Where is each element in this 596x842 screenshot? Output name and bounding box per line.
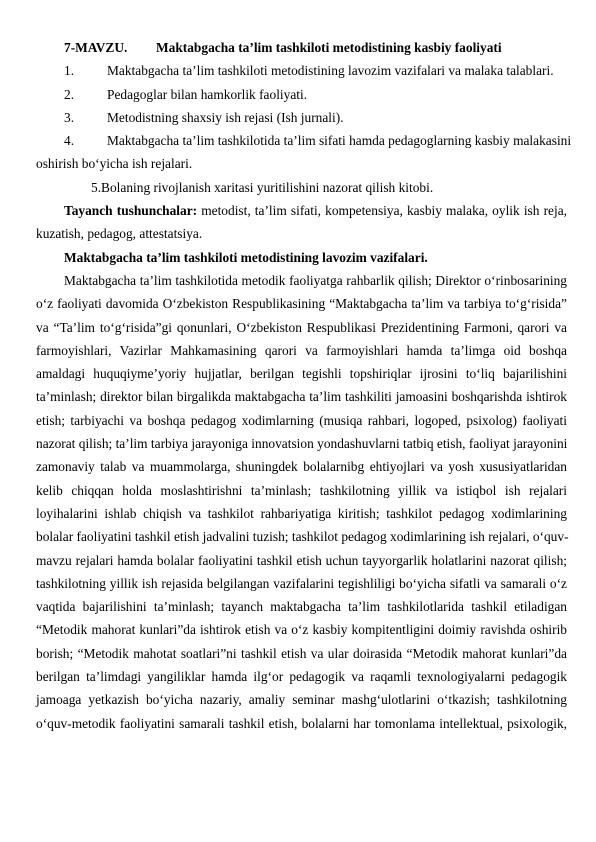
paragraph-line: o‘quv-metodik faoliyatini samarali tashkil etish, bolalarni har tomonlama intellektual, psixologik, <box>36 715 567 731</box>
paragraph-line: farmoyishlari, Vazirlar Mahkamasining qarori va farmoyishlari hamda ta’limga oid boshqa <box>36 342 567 358</box>
paragraph-line: bolalar faoliyatini tashkil etish jadvalini tuzish; tashkilot pedagog xodimlarining ish rejalari, o‘quv- <box>36 529 569 545</box>
document-page <box>36 36 572 735</box>
paragraph-line: mavzu rejalari hamda bolalar faoliyatini tashkil etish uchun tayyorgarlik holatlarini nazorat qilish; <box>36 552 567 568</box>
paragraph-line: zamonaviy talab va muammolarga, shuningdek bolalarnibg ehtiyojlari va yosh xususiyatlaridan <box>36 459 567 475</box>
paragraph-line: kelib chiqqan holda moslashtirishni ta’minlash; tashkilotning yillik va istiqbol ish rejalari <box>36 482 567 498</box>
key-concepts-label: Tayanch tushunchalar: <box>64 203 198 219</box>
list-item-text: Maktabgacha ta’lim tashkiloti metodistining lavozim vazifalari va malaka talablari. <box>107 63 554 79</box>
paragraph-line: “Metodik mahorat kunlari”da ishtirok etish va o‘z kasbiy kompitentligini doimiy ravishda oshirib <box>36 622 567 638</box>
paragraph-line: etish; tarbiyachi va boshqa pedagog xodimlarning (musiqa rahbari, logoped, psixolog) faoliyati <box>36 412 567 428</box>
key-concepts-continuation: kuzatish, pedagog, attestatsiya. <box>36 226 203 242</box>
paragraph-line: borish; “Metodik mahotat soatlari”ni tashkil etish va ular doirasida “Metodik mahorat kunlari”da <box>36 645 567 661</box>
paragraph-line: tashkilotning yillik ish rejasida belgilangan vazifalarini tegishliligi bo‘yicha sifatli va samarali o‘z <box>36 575 567 591</box>
list-item-number: 4. <box>64 133 75 149</box>
topic-number: 7-MAVZU. <box>64 40 128 55</box>
list-item-number: 2. <box>64 86 75 102</box>
list-item <box>36 106 567 129</box>
paragraph-line: ta’minlash; direktor bilan birgalikda maktabgacha ta’lim tashkiliti jamoasini boshqarishda ishtirok <box>36 389 567 405</box>
paragraph-line: o‘z faoliyati davomida O‘zbekiston Respublikasining “Maktabgacha ta’lim va tarbiya to‘g‘risida” <box>36 296 567 312</box>
paragraph-line: vaqtida bajarilishini ta’minlash; tayanch maktabgacha ta’lim tashkilotlarida tashkil etiladigan <box>36 599 567 615</box>
list-item-continuation: oshirish bo‘yicha ish rejalari. <box>36 156 193 172</box>
topic-title <box>36 36 567 59</box>
list-item <box>36 129 572 152</box>
paragraph-line: berilgan ta’limdagi yangiliklar hamda ilg‘or pedagogik va raqamli texnologiyalarni pedagogik <box>36 669 567 685</box>
list-item-number: 1. <box>64 63 75 79</box>
key-concepts-text: metodist, ta’lim sifati, kompetensiya, kasbiy malaka, oylik ish reja, <box>197 203 567 219</box>
paragraph-line: amaldagi huquqiyme’yoriy hujjatlar, berilgan tegishli topshiriqlar ijrosini to‘liq bajarilishini <box>36 366 567 382</box>
paragraph-line: Maktabgacha ta’lim tashkilotida metodik faoliyatga rahbarlik qilish; Direktor o‘rinbosarining <box>64 272 567 288</box>
paragraph-line: nazorat qilish; ta’lim tarbiya jarayoniga innovatsion yondashuvlarni tatbiq etish, faoliyat jarayonini <box>36 436 568 452</box>
section-heading: Maktabgacha ta’lim tashkiloti metodistining lavozim vazifalari. <box>64 249 428 265</box>
paragraph-line: jamoaga yetkazish bo‘yicha nazariy, amaliy seminar mashg‘ulotlarini o‘tkazish; tashkilotning <box>36 692 567 708</box>
paragraph-line: va “Ta’lim to‘g‘risida”gi qonunlari, O‘zbekiston Respublikasi Prezidentining Farmoni, qarori va <box>36 319 567 335</box>
list-item <box>36 83 567 106</box>
list-item-text: Maktabgacha ta’lim tashkilotida ta’lim sifati hamda pedagoglarning kasbiy malakasini <box>107 133 572 149</box>
topic-title-text: Maktabgacha ta’lim tashkiloti metodistining kasbiy faoliyati <box>156 40 502 55</box>
paragraph-line: loyihalarini ishlab chiqish va tashkilot rahbariyatiga kiritish; tashkilot pedagog xodimlarining <box>36 505 567 521</box>
key-concepts-line <box>36 199 567 222</box>
list-item-text: Metodistning shaxsiy ish rejasi (Ish jurnali). <box>107 109 344 125</box>
sub-list-item: 5.Bolaning rivojlanish xaritasi yuritilishini nazorat qilish kitobi. <box>91 179 434 195</box>
list-item-text: Pedagoglar bilan hamkorlik faoliyati. <box>107 86 308 102</box>
list-item-number: 3. <box>64 109 75 125</box>
body-paragraph <box>36 269 567 735</box>
list-item <box>36 59 567 82</box>
